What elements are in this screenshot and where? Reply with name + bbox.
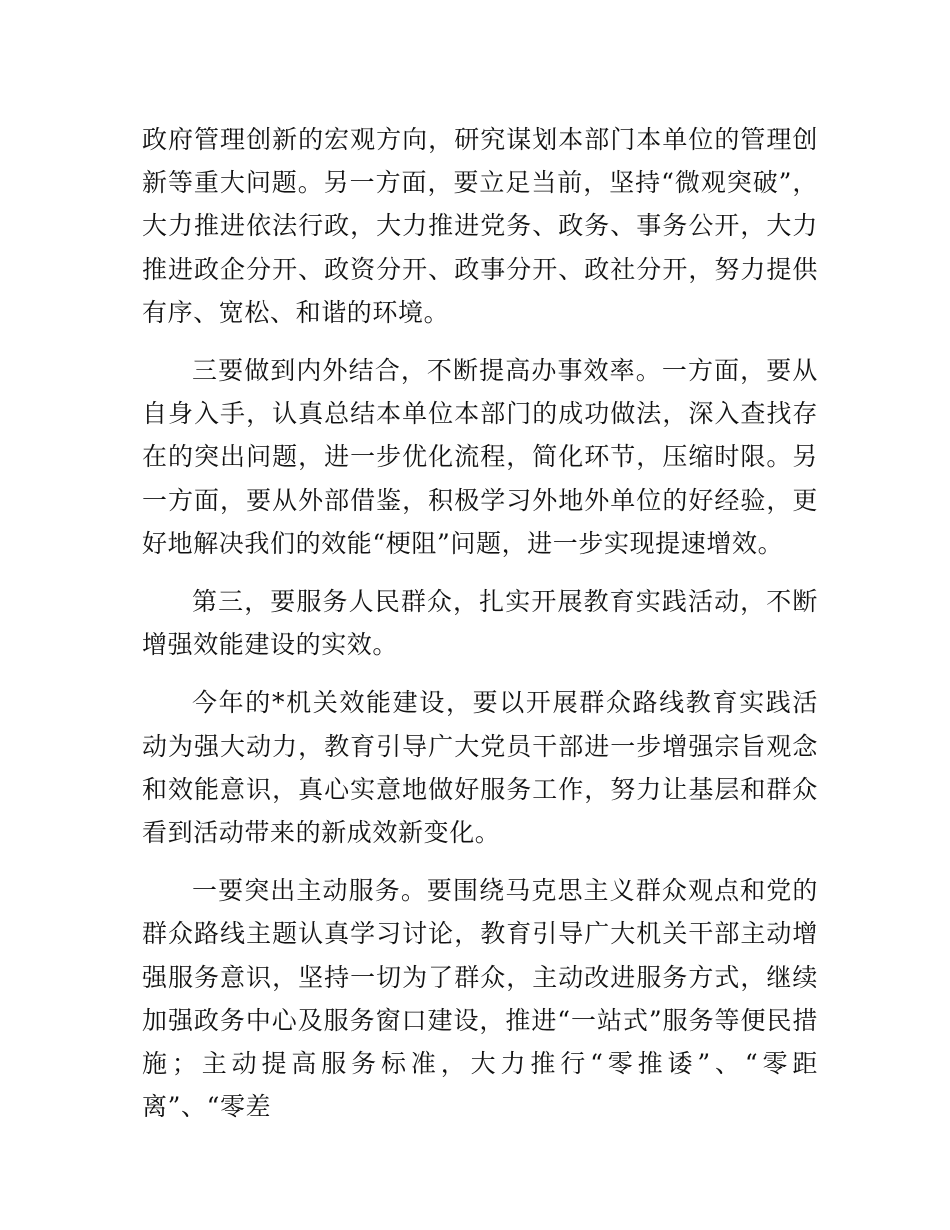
paragraph-this-year: 今年的*机关效能建设，要以开展群众路线教育实践活动为强大动力，教育引导广大党员干部进一步增强宗旨观念和效能意识，真心实意地做好服务工作，努力让基层和群众看到活动带来的新成效新变化。 xyxy=(142,688,818,848)
paragraph-proactive-service: 一要突出主动服务。要围绕马克思主义群众观点和党的群众路线主题认真学习讨论，教育引导广大机关干部主动增强服务意识，坚持一切为了群众，主动改进服务方式，继续加强政务中心及服务窗口建设，推进“一站式”服务等便民措施；主动提高服务标准，大力推行“零推诿”、“零距离”、“零差 xyxy=(142,876,818,1122)
paragraph-continuation: 政府管理创新的宏观方向，研究谋划本部门本单位的管理创新等重大问题。另一方面，要立足当前，坚持“微观突破”，大力推进依法行政，大力推进党务、政务、事务公开，大力推进政企分开、政资分开、政事分开、政社分开，努力提供有序、宽松、和谐的环境。 xyxy=(142,125,818,327)
paragraph-section-three: 第三，要服务人民群众，扎实开展教育实践活动，不断增强效能建设的实效。 xyxy=(142,587,818,660)
paragraph-efficiency: 三要做到内外结合，不断提高办事效率。一方面，要从自身入手，认真总结本单位本部门的成功做法，深入查找存在的突出问题，进一步优化流程，简化环节，压缩时限。另一方面，要从外部借鉴，积极学习外地外单位的好经验，更好地解决我们的效能“梗阻”问题，进一步实现提速增效。 xyxy=(142,356,818,558)
document-body xyxy=(142,118,818,1143)
